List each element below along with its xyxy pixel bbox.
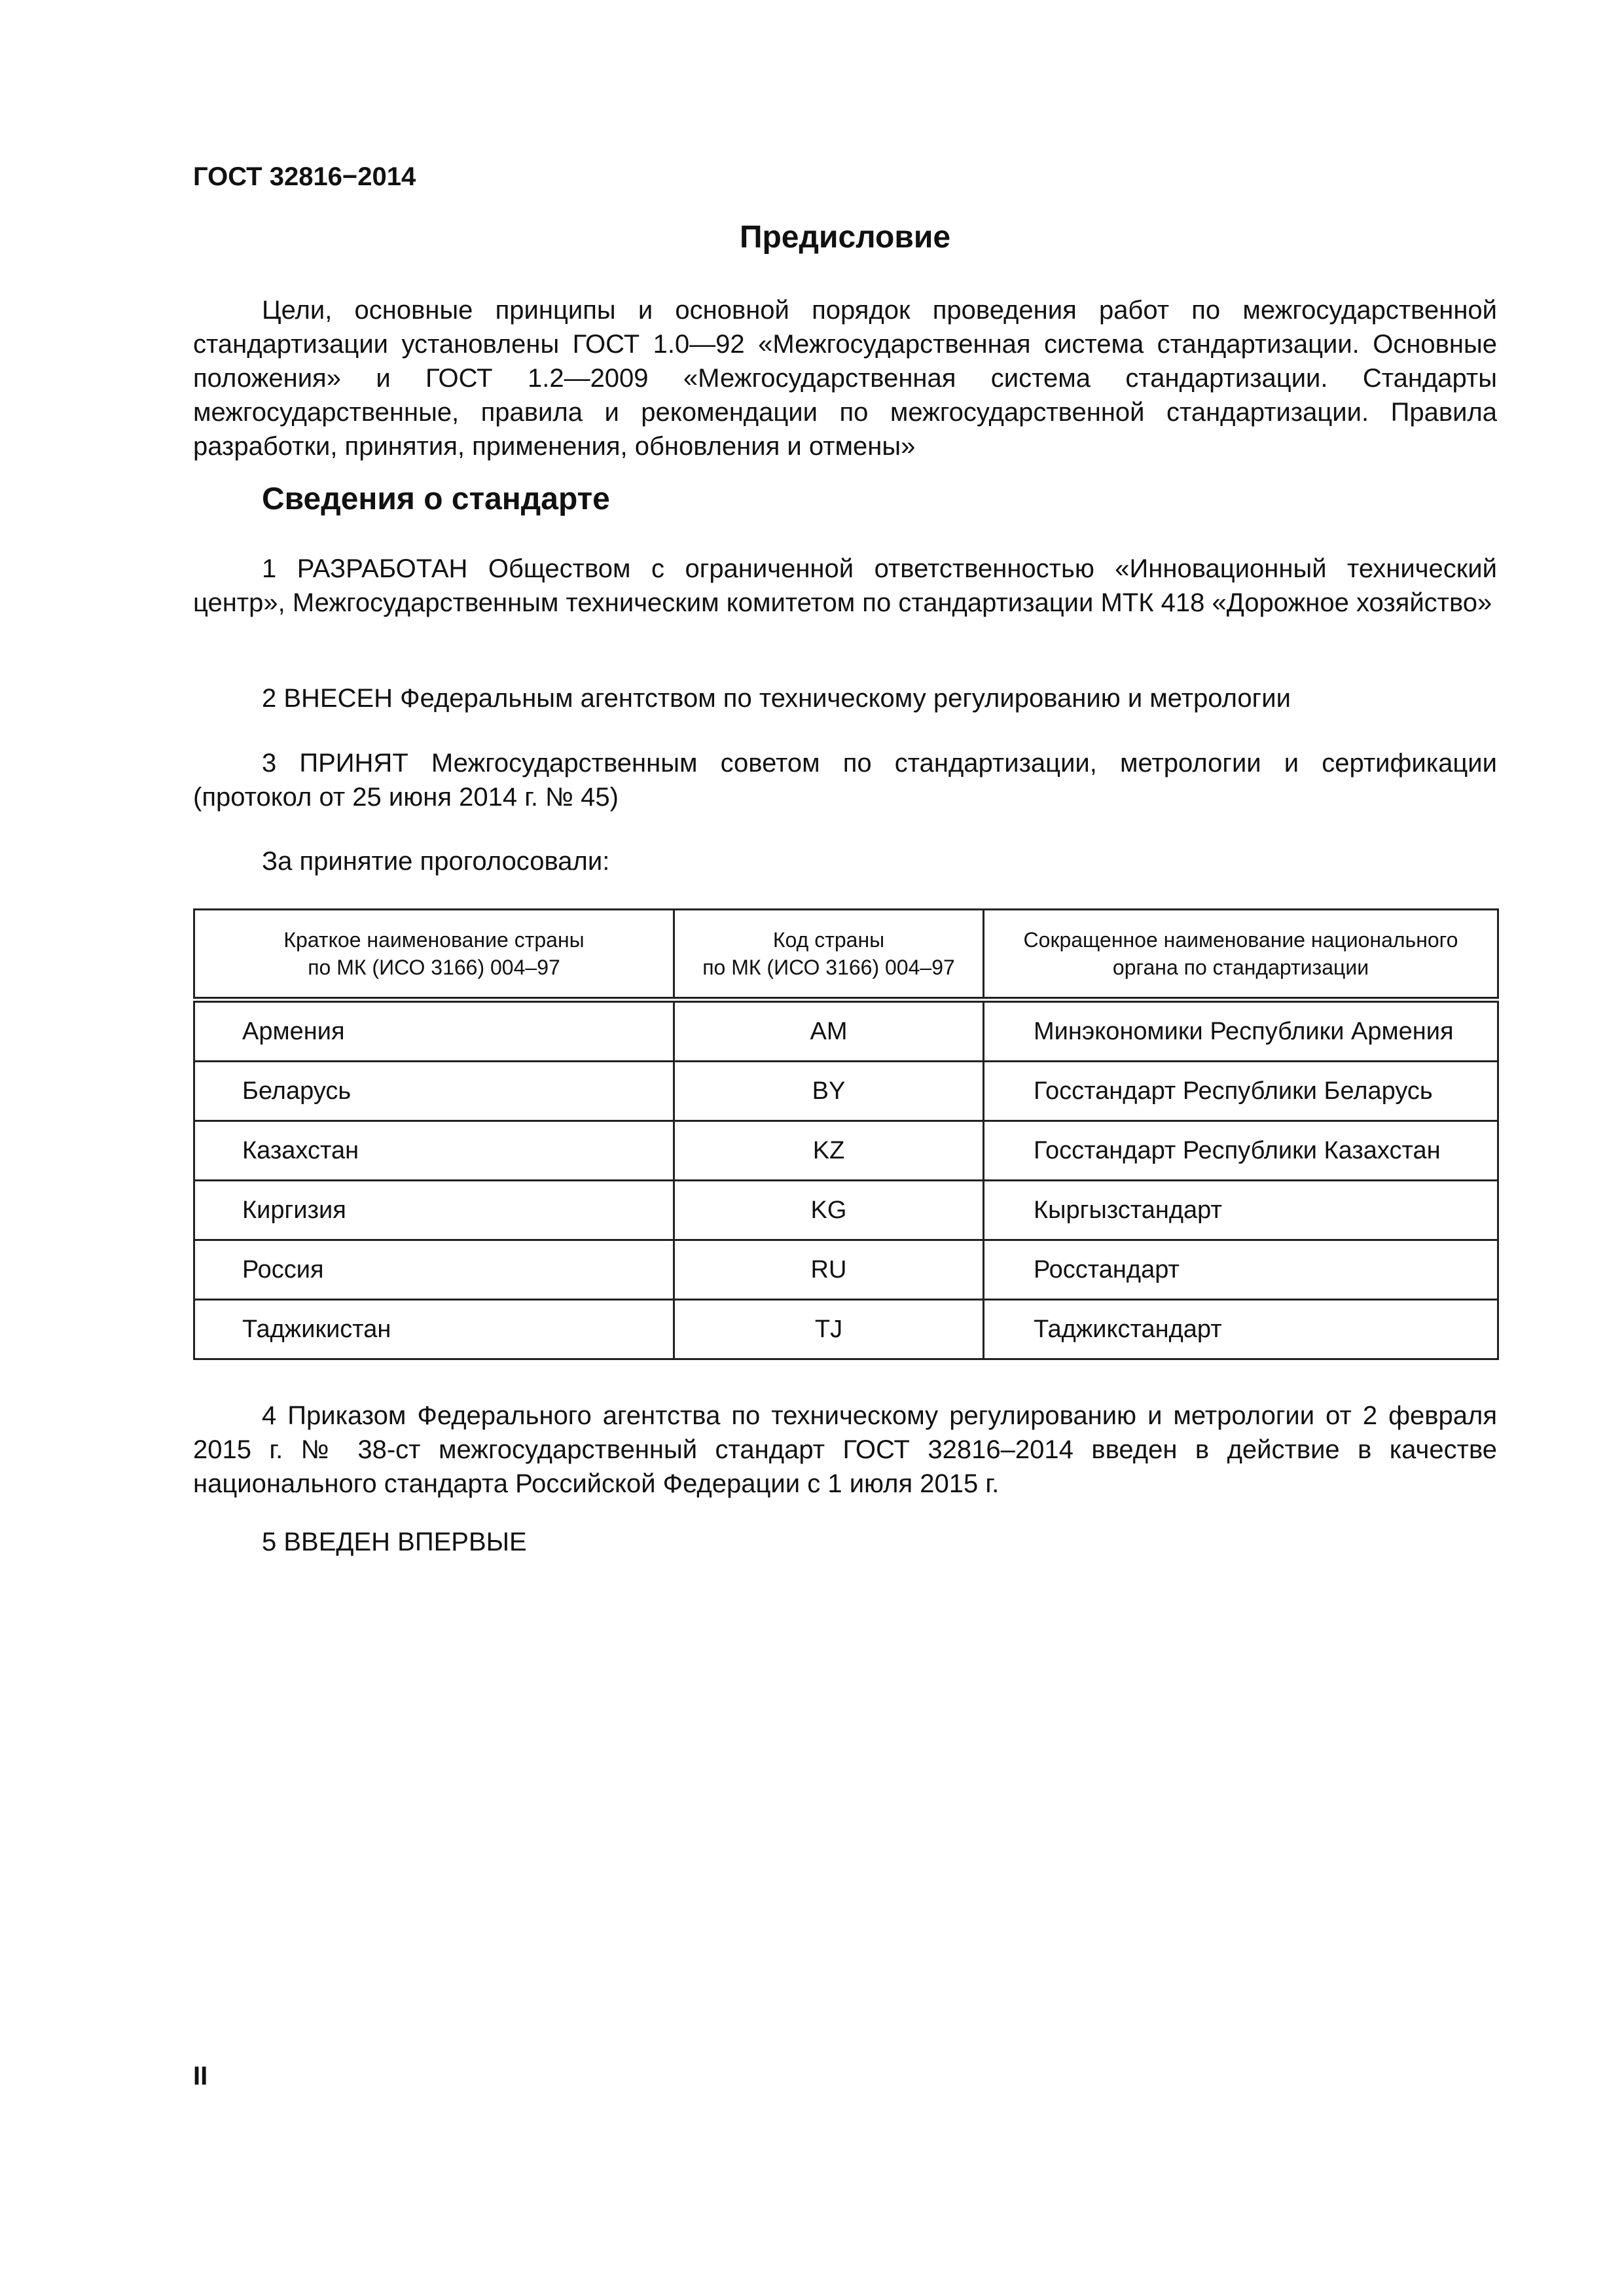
body-cell: Кыргызстандарт: [984, 1181, 1498, 1240]
table-row: [194, 1181, 1498, 1240]
code-cell: KG: [674, 1181, 984, 1240]
code-cell: KZ: [674, 1121, 984, 1181]
country-cell: Таджикистан: [194, 1300, 674, 1359]
header-country-code-line2: по МК (ИСО 3166) 004–97: [702, 956, 955, 979]
country-cell: Беларусь: [194, 1062, 674, 1121]
body-cell: Госстандарт Республики Казахстан: [984, 1121, 1498, 1181]
preface-paragraph: Цели, основные принципы и основной порядок проведения работ по межгосударственной стандартизации установлены ГОСТ 1.0—92 «Межгосударственная система стандартизации. Основные положения» и ГОСТ 1.2—2009 «Межгосударственная система стандартизации. Стандарты межгосударственные, правила и рекомендации по межгосударственной стандартизации. Правила разработки, принятия, применения, обновления и отмены»: [193, 296, 1497, 461]
country-cell: Киргизия: [194, 1181, 674, 1240]
header-country-name: [194, 910, 674, 1000]
table-header-row: [194, 910, 1498, 1000]
country-cell: Казахстан: [194, 1121, 674, 1181]
body-cell: Госстандарт Республики Беларусь: [984, 1062, 1498, 1121]
code-cell: AM: [674, 1000, 984, 1062]
table-row: [194, 1240, 1498, 1300]
table-row: [194, 1121, 1498, 1181]
voting-table-grid: [193, 908, 1499, 1360]
preface-title: Предисловие: [739, 220, 951, 255]
document-id: ГОСТ 32816−2014: [193, 162, 416, 191]
code-cell: RU: [674, 1240, 984, 1300]
header-national-body-line2: органа по стандартизации: [1112, 956, 1369, 979]
info-item-5: 5 ВВЕДЕН ВПЕРВЫЕ: [262, 1528, 527, 1556]
code-cell: TJ: [674, 1300, 984, 1359]
standard-info-title: Сведения о стандарте: [262, 482, 610, 516]
table-row: [194, 1300, 1498, 1359]
table-row: [194, 1062, 1498, 1121]
body-cell: Минэкономики Республики Армения: [984, 1000, 1498, 1062]
header-country-code: [674, 910, 984, 1000]
body-cell: Росстандарт: [984, 1240, 1498, 1300]
voted-label: За принятие проголосовали:: [262, 847, 610, 876]
header-national-body-line1: Сокращенное наименование национального: [1023, 928, 1458, 952]
info-item-4: 4 Приказом Федерального агентства по техническому регулированию и метрологии от 2 февраля 2015 г. № 38-ст межгосударственный стандарт ГОСТ 32816–2014 введен в действие в качестве национального стандарта Российской Федерации с 1 июля 2015 г.: [193, 1401, 1497, 1498]
voting-table: [193, 908, 1497, 1360]
header-country-name-line2: по МК (ИСО 3166) 004–97: [308, 956, 560, 979]
table-row: [194, 1000, 1498, 1062]
header-country-code-line1: Код страны: [772, 928, 885, 952]
body-cell: Таджикстандарт: [984, 1300, 1498, 1359]
code-cell: BY: [674, 1062, 984, 1121]
info-item-2: 2 ВНЕСЕН Федеральным агентством по техническому регулированию и метрологии: [262, 684, 1291, 713]
info-item-3: 3 ПРИНЯТ Межгосударственным советом по стандартизации, метрологии и сертификации (протокол от 25 июня 2014 г. № 45): [193, 749, 1497, 812]
country-cell: Россия: [194, 1240, 674, 1300]
info-item-1: 1 РАЗРАБОТАН Обществом с ограниченной ответственностью «Инновационный технический центр», Межгосударственным техническим комитетом по стандартизации МТК 418 «Дорожное хозяйство»: [193, 554, 1497, 617]
header-country-name-line1: Краткое наименование страны: [283, 928, 585, 952]
country-cell: Армения: [194, 1000, 674, 1062]
page-number: II: [193, 2062, 208, 2090]
header-national-body: [984, 910, 1498, 1000]
